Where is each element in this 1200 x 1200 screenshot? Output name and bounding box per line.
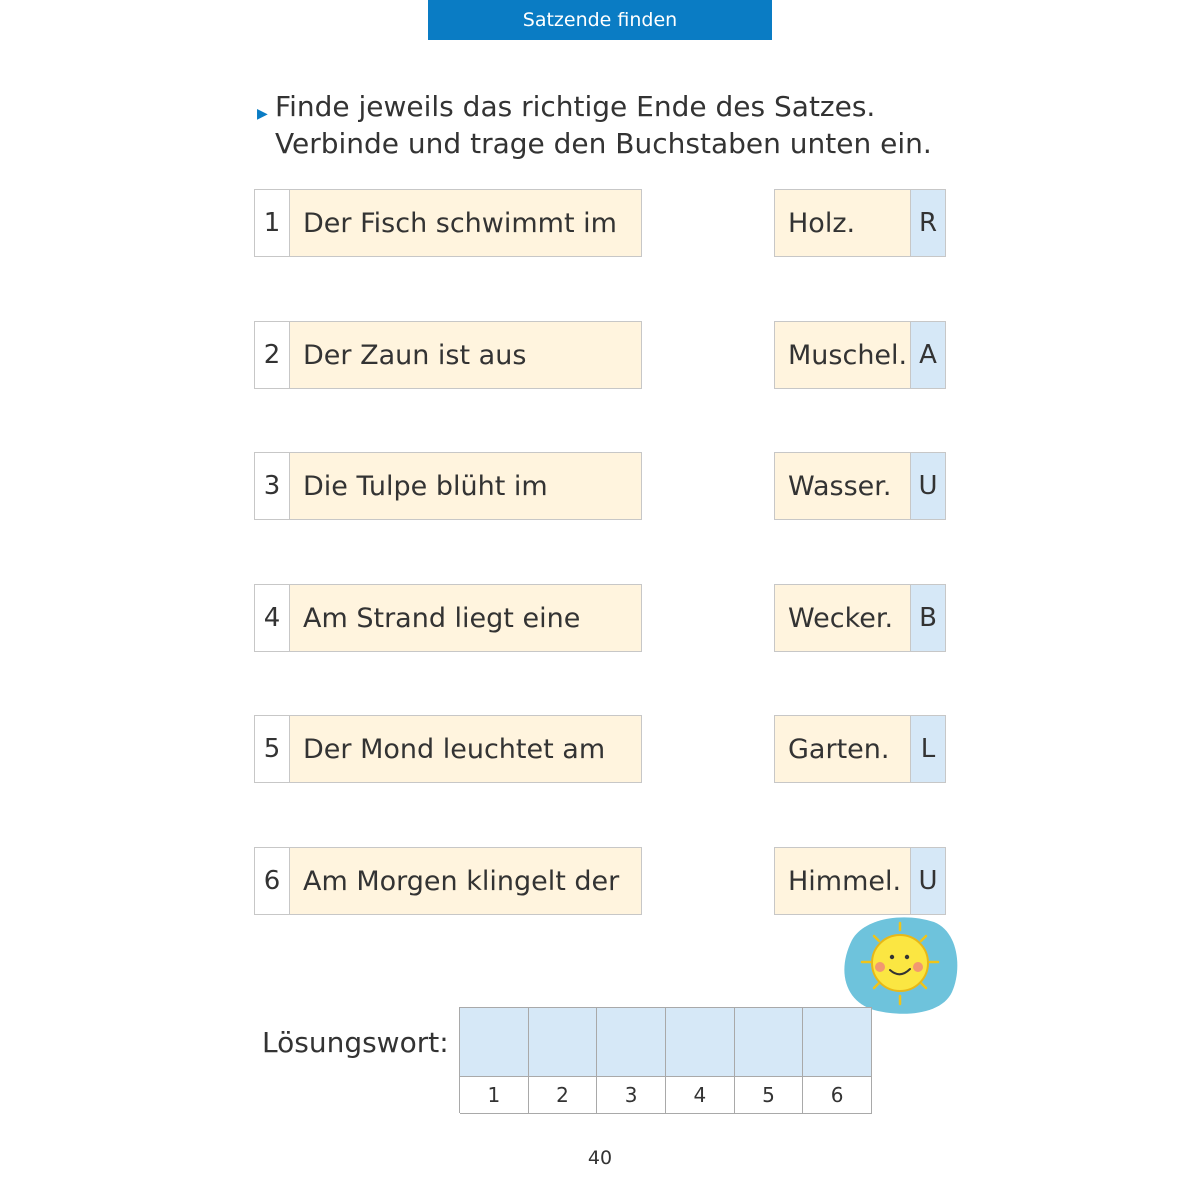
- sentence-number: 6: [255, 848, 290, 914]
- solution-cell-4[interactable]: [666, 1008, 735, 1077]
- sentence-number: 5: [255, 716, 290, 782]
- sentence-number: 3: [255, 453, 290, 519]
- sentence-ending-text: Muschel.: [775, 322, 910, 388]
- sentence-ending-5[interactable]: [774, 715, 946, 783]
- solution-label: Lösungswort:: [262, 1026, 449, 1059]
- solution-index: 6: [803, 1077, 872, 1114]
- ending-letter: B: [910, 585, 945, 651]
- solution-cell-3[interactable]: [597, 1008, 666, 1077]
- instruction-line-2: Verbinde und trage den Buchstaben unten ein.: [275, 127, 932, 160]
- solution-index: 5: [735, 1077, 804, 1114]
- instruction: [257, 88, 932, 162]
- sentence-start-5[interactable]: [254, 715, 642, 783]
- sentence-ending-4[interactable]: [774, 584, 946, 652]
- sentence-start-text: Der Zaun ist aus: [290, 322, 641, 388]
- solution-cell-1[interactable]: [460, 1008, 529, 1077]
- sentence-ending-3[interactable]: [774, 452, 946, 520]
- ending-letter: L: [910, 716, 945, 782]
- sentence-ending-1[interactable]: [774, 189, 946, 257]
- solution-index: 3: [597, 1077, 666, 1114]
- sentence-start-1[interactable]: [254, 189, 642, 257]
- sentence-ending-text: Garten.: [775, 716, 910, 782]
- instruction-line-1: Finde jeweils das richtige Ende des Satzes.: [275, 90, 876, 123]
- sentence-ending-text: Wasser.: [775, 453, 910, 519]
- sentence-start-text: Am Strand liegt eine: [290, 585, 641, 651]
- sentence-ending-2[interactable]: [774, 321, 946, 389]
- sentence-start-text: Der Mond leuchtet am: [290, 716, 641, 782]
- sentence-ending-6[interactable]: [774, 847, 946, 915]
- solution-cell-2[interactable]: [529, 1008, 598, 1077]
- ending-letter: A: [910, 322, 945, 388]
- solution-index: 4: [666, 1077, 735, 1114]
- section-title: Satzende finden: [522, 9, 678, 31]
- sentence-number: 1: [255, 190, 290, 256]
- sentence-ending-text: Wecker.: [775, 585, 910, 651]
- sentence-start-text: Am Morgen klingelt der: [290, 848, 641, 914]
- sentence-start-2[interactable]: [254, 321, 642, 389]
- sentence-start-text: Die Tulpe blüht im: [290, 453, 641, 519]
- sentence-start-6[interactable]: [254, 847, 642, 915]
- triangle-bullet-icon: ▶: [257, 106, 268, 122]
- solution-cell-5[interactable]: [735, 1008, 804, 1077]
- sun-icon: [834, 910, 964, 1020]
- solution-index: 2: [529, 1077, 598, 1114]
- sentence-start-3[interactable]: [254, 452, 642, 520]
- sentence-ending-text: Holz.: [775, 190, 910, 256]
- solution-index: 1: [460, 1077, 529, 1114]
- section-title-bar: [428, 0, 772, 40]
- sentence-number: 2: [255, 322, 290, 388]
- sentence-start-text: Der Fisch schwimmt im: [290, 190, 641, 256]
- ending-letter: U: [910, 848, 945, 914]
- solution-grid: [459, 1007, 872, 1113]
- ending-letter: R: [910, 190, 945, 256]
- solution-cell-6[interactable]: [803, 1008, 872, 1077]
- sentence-start-4[interactable]: [254, 584, 642, 652]
- page-number: 40: [587, 1147, 613, 1169]
- sentence-number: 4: [255, 585, 290, 651]
- sentence-ending-text: Himmel.: [775, 848, 910, 914]
- ending-letter: U: [910, 453, 945, 519]
